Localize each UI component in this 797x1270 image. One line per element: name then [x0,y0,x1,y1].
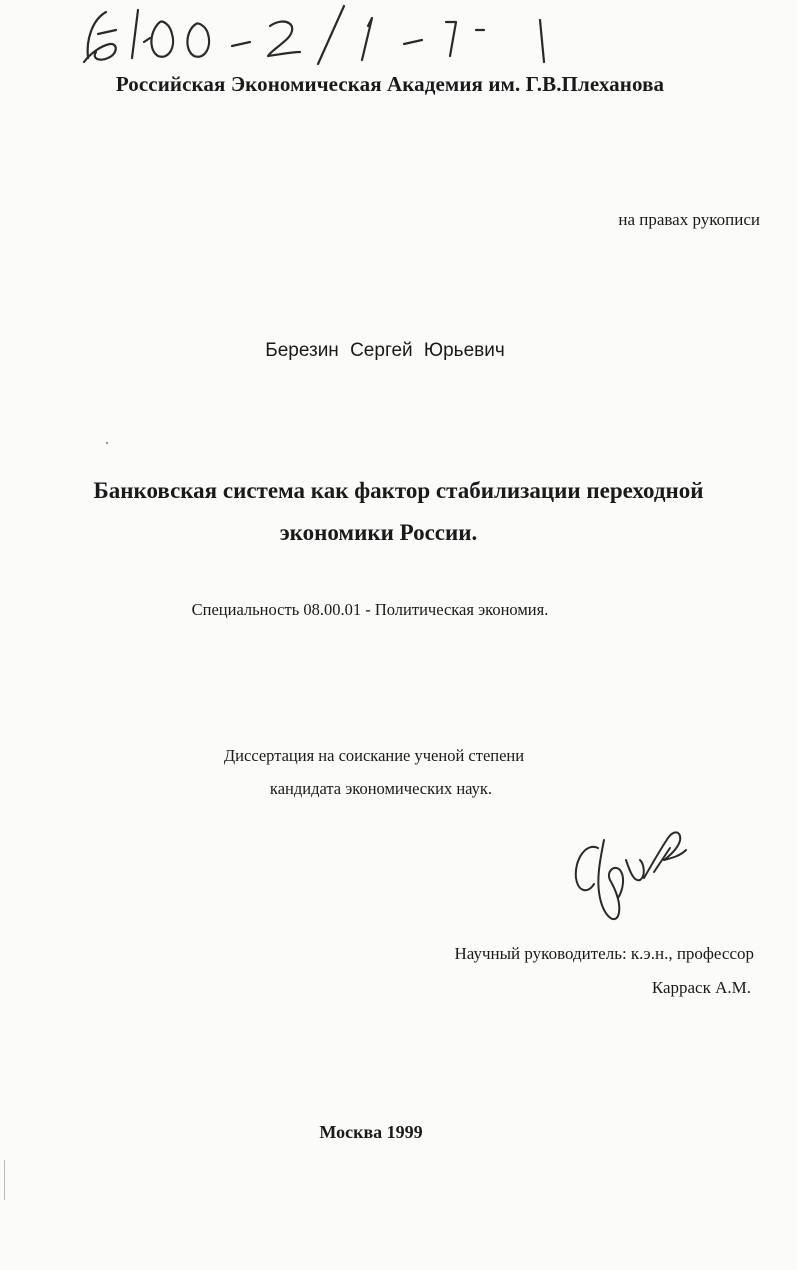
handwritten-archive-code [0,0,797,80]
author-name: Березин Сергей Юрьевич [265,340,505,361]
city-and-year: Москва 1999 [319,1122,423,1142]
signature [560,820,700,930]
speciality-line: Специальность 08.00.01 - Политическая экономия. [191,600,549,619]
thesis-title-line-2: экономики России. [279,520,478,545]
scan-speck [4,1160,5,1200]
institution-name: Российская Экономическая Академия им. Г.В.Плеханова [115,72,665,96]
scientific-advisor-line: Научный руководитель: к.э.н., профессор [454,944,754,963]
scientific-advisor-name: Карраск А.М. [651,978,751,997]
manuscript-note: на правах рукописи [618,210,760,229]
thesis-title-line-1: Банковская система как фактор стабилизации переходной [93,478,704,503]
scan-speck [106,442,108,444]
dissertation-degree-line-2: кандидата экономических наук. [269,779,493,798]
dissertation-degree-line-1: Диссертация на соискание ученой степени [223,746,525,765]
